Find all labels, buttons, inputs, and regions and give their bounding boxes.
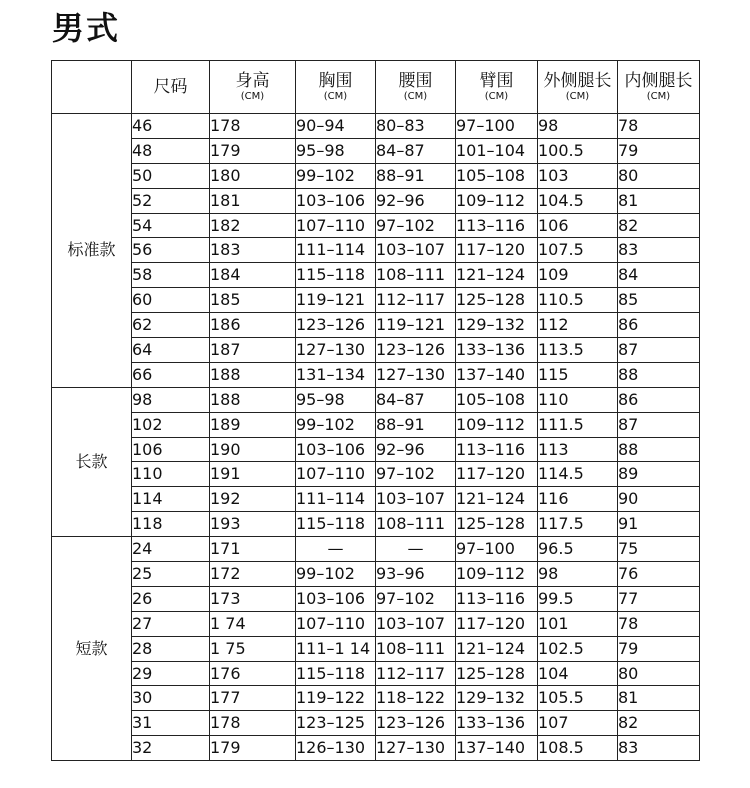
cell-outseam: 106 — [538, 213, 618, 238]
cell-inseam: 89 — [618, 462, 700, 487]
cell-outseam: 107 — [538, 711, 618, 736]
cell-outseam: 98 — [538, 114, 618, 139]
cell-arm: 109–112 — [456, 562, 538, 587]
table-row — [52, 163, 700, 188]
cell-outseam: 110.5 — [538, 288, 618, 313]
cell-inseam: 90 — [618, 487, 700, 512]
cell-arm: 133–136 — [456, 711, 538, 736]
cell-inseam: 87 — [618, 412, 700, 437]
cell-waist: 103–107 — [376, 487, 456, 512]
table-row — [52, 188, 700, 213]
cell-height: 178 — [210, 114, 296, 139]
cell-height: 183 — [210, 238, 296, 263]
cell-outseam: 112 — [538, 313, 618, 338]
cell-height: 176 — [210, 661, 296, 686]
cell-inseam: 78 — [618, 114, 700, 139]
cell-arm: 117–120 — [456, 462, 538, 487]
cell-size: 60 — [132, 288, 210, 313]
cell-size: 114 — [132, 487, 210, 512]
cell-outseam: 110 — [538, 387, 618, 412]
cell-chest: 103–106 — [296, 188, 376, 213]
cell-chest: 99–102 — [296, 163, 376, 188]
cell-inseam: 82 — [618, 711, 700, 736]
cell-inseam: 84 — [618, 263, 700, 288]
cell-outseam: 99.5 — [538, 586, 618, 611]
table-row — [52, 611, 700, 636]
table-row — [52, 636, 700, 661]
cell-outseam: 98 — [538, 562, 618, 587]
cell-size: 106 — [132, 437, 210, 462]
cell-outseam: 108.5 — [538, 736, 618, 761]
cell-height: 184 — [210, 263, 296, 288]
cell-arm: 129–132 — [456, 686, 538, 711]
table-row — [52, 313, 700, 338]
cell-waist: 88–91 — [376, 163, 456, 188]
cell-arm: 97–100 — [456, 537, 538, 562]
cell-waist: 112–117 — [376, 661, 456, 686]
cell-height: 171 — [210, 537, 296, 562]
cell-size: 25 — [132, 562, 210, 587]
cell-chest: 115–118 — [296, 661, 376, 686]
cell-arm: 113–116 — [456, 586, 538, 611]
cell-size: 24 — [132, 537, 210, 562]
header-cell-arm: 臂围 (CM) — [456, 61, 538, 114]
cell-chest: 111–114 — [296, 238, 376, 263]
cell-height: 173 — [210, 586, 296, 611]
cell-size: 46 — [132, 114, 210, 139]
cell-height: 177 — [210, 686, 296, 711]
cell-waist: 84–87 — [376, 138, 456, 163]
cell-outseam: 101 — [538, 611, 618, 636]
cell-waist: 123–126 — [376, 711, 456, 736]
cell-inseam: 76 — [618, 562, 700, 587]
group-label: 标准款 — [52, 114, 132, 388]
cell-waist: 84–87 — [376, 387, 456, 412]
cell-size: 110 — [132, 462, 210, 487]
cell-inseam: 79 — [618, 636, 700, 661]
cell-outseam: 113 — [538, 437, 618, 462]
cell-arm: 105–108 — [456, 163, 538, 188]
cell-inseam: 78 — [618, 611, 700, 636]
cell-arm: 121–124 — [456, 487, 538, 512]
cell-size: 28 — [132, 636, 210, 661]
cell-arm: 117–120 — [456, 611, 538, 636]
cell-size: 32 — [132, 736, 210, 761]
cell-waist: 108–111 — [376, 263, 456, 288]
cell-chest: 115–118 — [296, 263, 376, 288]
cell-chest: 119–122 — [296, 686, 376, 711]
cell-chest: 95–98 — [296, 387, 376, 412]
table-body — [52, 114, 700, 761]
cell-size: 54 — [132, 213, 210, 238]
cell-size: 30 — [132, 686, 210, 711]
cell-chest: 131–134 — [296, 362, 376, 387]
table-row — [52, 462, 700, 487]
cell-height: 180 — [210, 163, 296, 188]
cell-height: 1 74 — [210, 611, 296, 636]
cell-size: 48 — [132, 138, 210, 163]
cell-inseam: 88 — [618, 362, 700, 387]
cell-waist: 112–117 — [376, 288, 456, 313]
cell-inseam: 81 — [618, 188, 700, 213]
cell-chest: 103–106 — [296, 437, 376, 462]
cell-height: 179 — [210, 138, 296, 163]
cell-chest: 99–102 — [296, 562, 376, 587]
cell-outseam: 103 — [538, 163, 618, 188]
header-cell-height: 身高 (CM) — [210, 61, 296, 114]
cell-arm: 113–116 — [456, 437, 538, 462]
cell-waist: 80–83 — [376, 114, 456, 139]
cell-height: 178 — [210, 711, 296, 736]
cell-chest: 107–110 — [296, 462, 376, 487]
cell-size: 26 — [132, 586, 210, 611]
cell-size: 56 — [132, 238, 210, 263]
cell-arm: 121–124 — [456, 636, 538, 661]
cell-arm: 109–112 — [456, 412, 538, 437]
cell-inseam: 83 — [618, 736, 700, 761]
cell-arm: 125–128 — [456, 288, 538, 313]
cell-outseam: 113.5 — [538, 338, 618, 363]
cell-height: 179 — [210, 736, 296, 761]
header-cell-chest: 胸围 (CM) — [296, 61, 376, 114]
cell-height: 191 — [210, 462, 296, 487]
cell-height: 182 — [210, 213, 296, 238]
cell-size: 52 — [132, 188, 210, 213]
cell-size: 58 — [132, 263, 210, 288]
cell-chest: 90–94 — [296, 114, 376, 139]
cell-arm: 105–108 — [456, 387, 538, 412]
cell-outseam: 96.5 — [538, 537, 618, 562]
table-row — [52, 238, 700, 263]
cell-size: 62 — [132, 313, 210, 338]
header-cell-inseam: 内侧腿长 (CM) — [618, 61, 700, 114]
cell-waist: 123–126 — [376, 338, 456, 363]
cell-size: 98 — [132, 387, 210, 412]
cell-waist: 88–91 — [376, 412, 456, 437]
cell-inseam: 80 — [618, 661, 700, 686]
table-row — [52, 213, 700, 238]
cell-arm: 133–136 — [456, 338, 538, 363]
cell-arm: 101–104 — [456, 138, 538, 163]
table-row — [52, 437, 700, 462]
cell-height: 190 — [210, 437, 296, 462]
cell-inseam: 88 — [618, 437, 700, 462]
cell-arm: 113–116 — [456, 213, 538, 238]
cell-waist: 92–96 — [376, 437, 456, 462]
cell-size: 31 — [132, 711, 210, 736]
cell-arm: 137–140 — [456, 362, 538, 387]
table-row — [52, 288, 700, 313]
table-row — [52, 686, 700, 711]
table-row — [52, 412, 700, 437]
cell-chest: 99–102 — [296, 412, 376, 437]
group-label: 短款 — [52, 537, 132, 761]
cell-size: 27 — [132, 611, 210, 636]
table-row — [52, 114, 700, 139]
cell-chest: 119–121 — [296, 288, 376, 313]
cell-arm: 121–124 — [456, 263, 538, 288]
table-row — [52, 263, 700, 288]
table-row — [52, 711, 700, 736]
cell-inseam: 85 — [618, 288, 700, 313]
cell-inseam: 87 — [618, 338, 700, 363]
cell-height: 188 — [210, 362, 296, 387]
cell-waist: 127–130 — [376, 736, 456, 761]
cell-inseam: 81 — [618, 686, 700, 711]
size-chart-table — [51, 60, 700, 761]
cell-chest: 107–110 — [296, 611, 376, 636]
cell-waist: — — [376, 537, 456, 562]
cell-height: 172 — [210, 562, 296, 587]
cell-arm: 117–120 — [456, 238, 538, 263]
cell-inseam: 83 — [618, 238, 700, 263]
cell-size: 118 — [132, 512, 210, 537]
cell-inseam: 79 — [618, 138, 700, 163]
group-label: 长款 — [52, 387, 132, 536]
table-row — [52, 387, 700, 412]
cell-size: 29 — [132, 661, 210, 686]
cell-waist: 119–121 — [376, 313, 456, 338]
cell-waist: 93–96 — [376, 562, 456, 587]
table-row — [52, 562, 700, 587]
cell-height: 1 75 — [210, 636, 296, 661]
cell-waist: 127–130 — [376, 362, 456, 387]
cell-chest: — — [296, 537, 376, 562]
cell-height: 181 — [210, 188, 296, 213]
table-row — [52, 362, 700, 387]
cell-size: 64 — [132, 338, 210, 363]
cell-inseam: 82 — [618, 213, 700, 238]
cell-waist: 103–107 — [376, 238, 456, 263]
cell-chest: 111–114 — [296, 487, 376, 512]
cell-height: 185 — [210, 288, 296, 313]
header-row — [52, 61, 700, 114]
table-row — [52, 338, 700, 363]
cell-outseam: 116 — [538, 487, 618, 512]
cell-inseam: 91 — [618, 512, 700, 537]
cell-size: 66 — [132, 362, 210, 387]
cell-waist: 103–107 — [376, 611, 456, 636]
cell-height: 193 — [210, 512, 296, 537]
cell-outseam: 115 — [538, 362, 618, 387]
cell-chest: 126–130 — [296, 736, 376, 761]
cell-outseam: 104 — [538, 661, 618, 686]
header-cell-waist: 腰围 (CM) — [376, 61, 456, 114]
cell-chest: 123–125 — [296, 711, 376, 736]
cell-arm: 129–132 — [456, 313, 538, 338]
table-row — [52, 537, 700, 562]
cell-chest: 107–110 — [296, 213, 376, 238]
cell-chest: 103–106 — [296, 586, 376, 611]
cell-arm: 125–128 — [456, 512, 538, 537]
cell-outseam: 104.5 — [538, 188, 618, 213]
cell-inseam: 80 — [618, 163, 700, 188]
cell-waist: 97–102 — [376, 586, 456, 611]
cell-height: 188 — [210, 387, 296, 412]
cell-outseam: 100.5 — [538, 138, 618, 163]
page-title: 男式 — [52, 9, 121, 47]
cell-height: 192 — [210, 487, 296, 512]
cell-outseam: 107.5 — [538, 238, 618, 263]
table-row — [52, 586, 700, 611]
cell-waist: 108–111 — [376, 636, 456, 661]
cell-inseam: 86 — [618, 313, 700, 338]
header-cell-size: 尺码 — [132, 61, 210, 114]
cell-arm: 97–100 — [456, 114, 538, 139]
cell-chest: 127–130 — [296, 338, 376, 363]
cell-outseam: 105.5 — [538, 686, 618, 711]
cell-waist: 97–102 — [376, 462, 456, 487]
table-row — [52, 487, 700, 512]
table-row — [52, 512, 700, 537]
header-cell-group — [52, 61, 132, 114]
cell-outseam: 102.5 — [538, 636, 618, 661]
cell-height: 189 — [210, 412, 296, 437]
cell-waist: 108–111 — [376, 512, 456, 537]
cell-chest: 123–126 — [296, 313, 376, 338]
cell-outseam: 109 — [538, 263, 618, 288]
cell-chest: 115–118 — [296, 512, 376, 537]
cell-waist: 97–102 — [376, 213, 456, 238]
cell-outseam: 117.5 — [538, 512, 618, 537]
cell-height: 187 — [210, 338, 296, 363]
cell-inseam: 77 — [618, 586, 700, 611]
table-row — [52, 138, 700, 163]
cell-outseam: 114.5 — [538, 462, 618, 487]
cell-outseam: 111.5 — [538, 412, 618, 437]
header-cell-outseam: 外侧腿长 (CM) — [538, 61, 618, 114]
cell-inseam: 75 — [618, 537, 700, 562]
cell-waist: 92–96 — [376, 188, 456, 213]
cell-chest: 111–1 14 — [296, 636, 376, 661]
table-row — [52, 661, 700, 686]
cell-chest: 95–98 — [296, 138, 376, 163]
cell-height: 186 — [210, 313, 296, 338]
cell-arm: 109–112 — [456, 188, 538, 213]
cell-size: 102 — [132, 412, 210, 437]
cell-inseam: 86 — [618, 387, 700, 412]
cell-waist: 118–122 — [376, 686, 456, 711]
table-row — [52, 736, 700, 761]
cell-size: 50 — [132, 163, 210, 188]
cell-arm: 137–140 — [456, 736, 538, 761]
cell-arm: 125–128 — [456, 661, 538, 686]
